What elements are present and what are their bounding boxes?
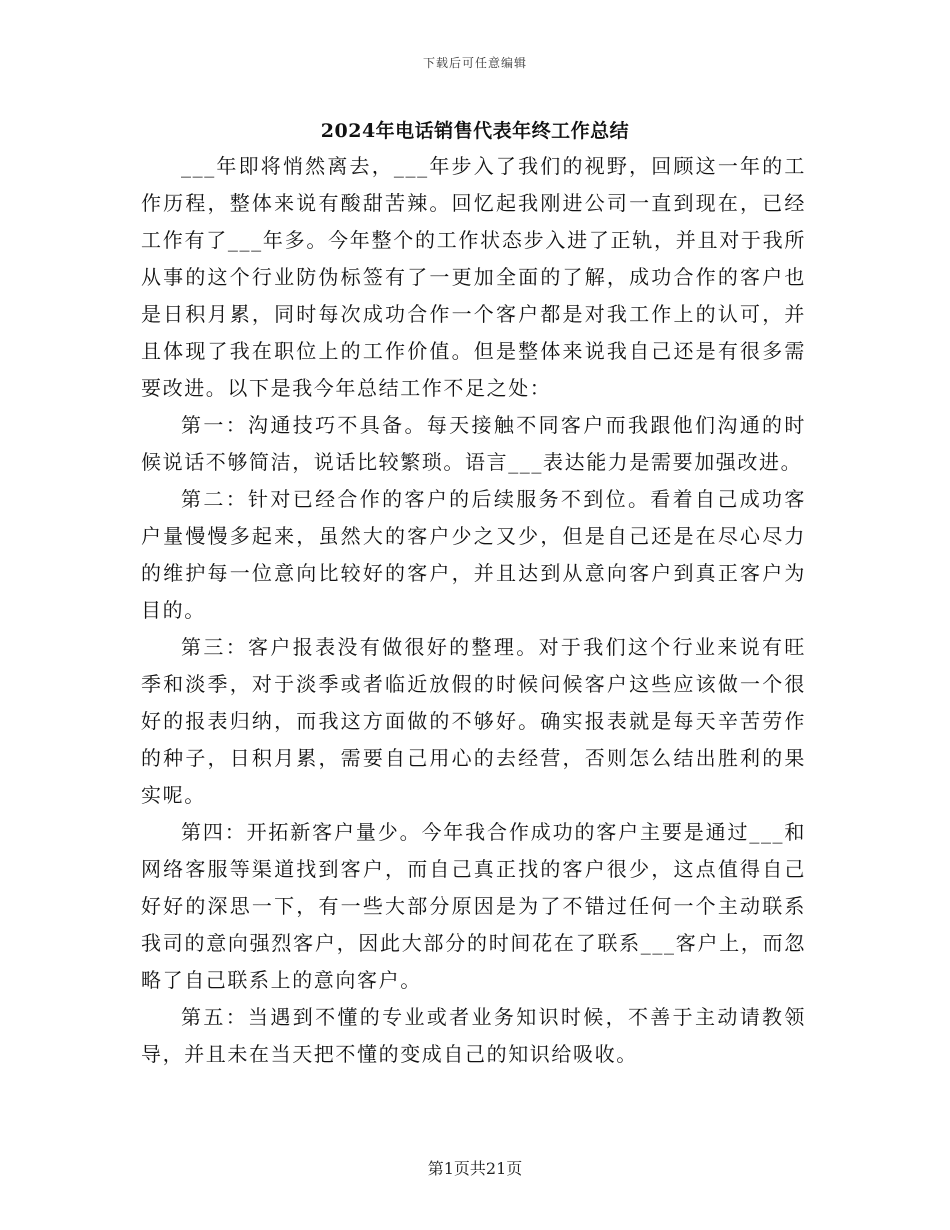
document-body	[141, 148, 806, 1073]
document-title: 2024年电话销售代表年终工作总结	[320, 120, 630, 142]
page-number: 第1页共21页	[427, 1159, 523, 1178]
paragraph-point-2: 第二：针对已经合作的客户的后续服务不到位。看着自己成功客户量慢慢多起来，虽然大的客户少之又少，但是自己还是在尽心尽力的维护每一位意向比较好的客户，并且达到从意向客户到真正客户为目的。	[141, 487, 806, 622]
paragraph-point-4: 第四：开拓新客户量少。今年我合作成功的客户主要是通过___和网络客服等渠道找到客户，而自己真正找的客户很少，这点值得自己好好的深思一下，有一些大部分原因是为了不错过任何一个主动联系我司的意向强烈客户，因此大部分的时间花在了联系___客户上，而忽略了自己联系上的意向客户。	[141, 820, 806, 992]
paragraph-point-3: 第三：客户报表没有做很好的整理。对于我们这个行业来说有旺季和淡季，对于淡季或者临近放假的时候问候客户这些应该做一个很好的报表归纳，而我这方面做的不够好。确实报表就是每天辛苦劳作的种子，日积月累，需要自己用心的去经营，否则怎么结出胜利的果实呢。	[141, 635, 806, 807]
header-note: 下载后可任意编辑	[422, 56, 527, 70]
paragraph-point-1: 第一：沟通技巧不具备。每天接触不同客户而我跟他们沟通的时候说话不够简洁，说话比较繁琐。语言___表达能力是需要加强改进。	[141, 413, 806, 474]
paragraph-point-5: 第五：当遇到不懂的专业或者业务知识时候，不善于主动请教领导，并且未在当天把不懂的变成自己的知识给吸收。	[141, 1005, 806, 1066]
paragraph-intro: ___年即将悄然离去，___年步入了我们的视野，回顾这一年的工作历程，整体来说有酸甜苦辣。回忆起我刚进公司一直到现在，已经工作有了___年多。今年整个的工作状态步入进了正轨，并且对于我所从事的这个行业防伪标签有了一更加全面的了解，成功合作的客户也是日积月累，同时每次成功合作一个客户都是对我工作上的认可，并且体现了我在职位上的工作价值。但是整体来说我自己还是有很多需要改进。以下是我今年总结工作不足之处：	[141, 154, 806, 400]
